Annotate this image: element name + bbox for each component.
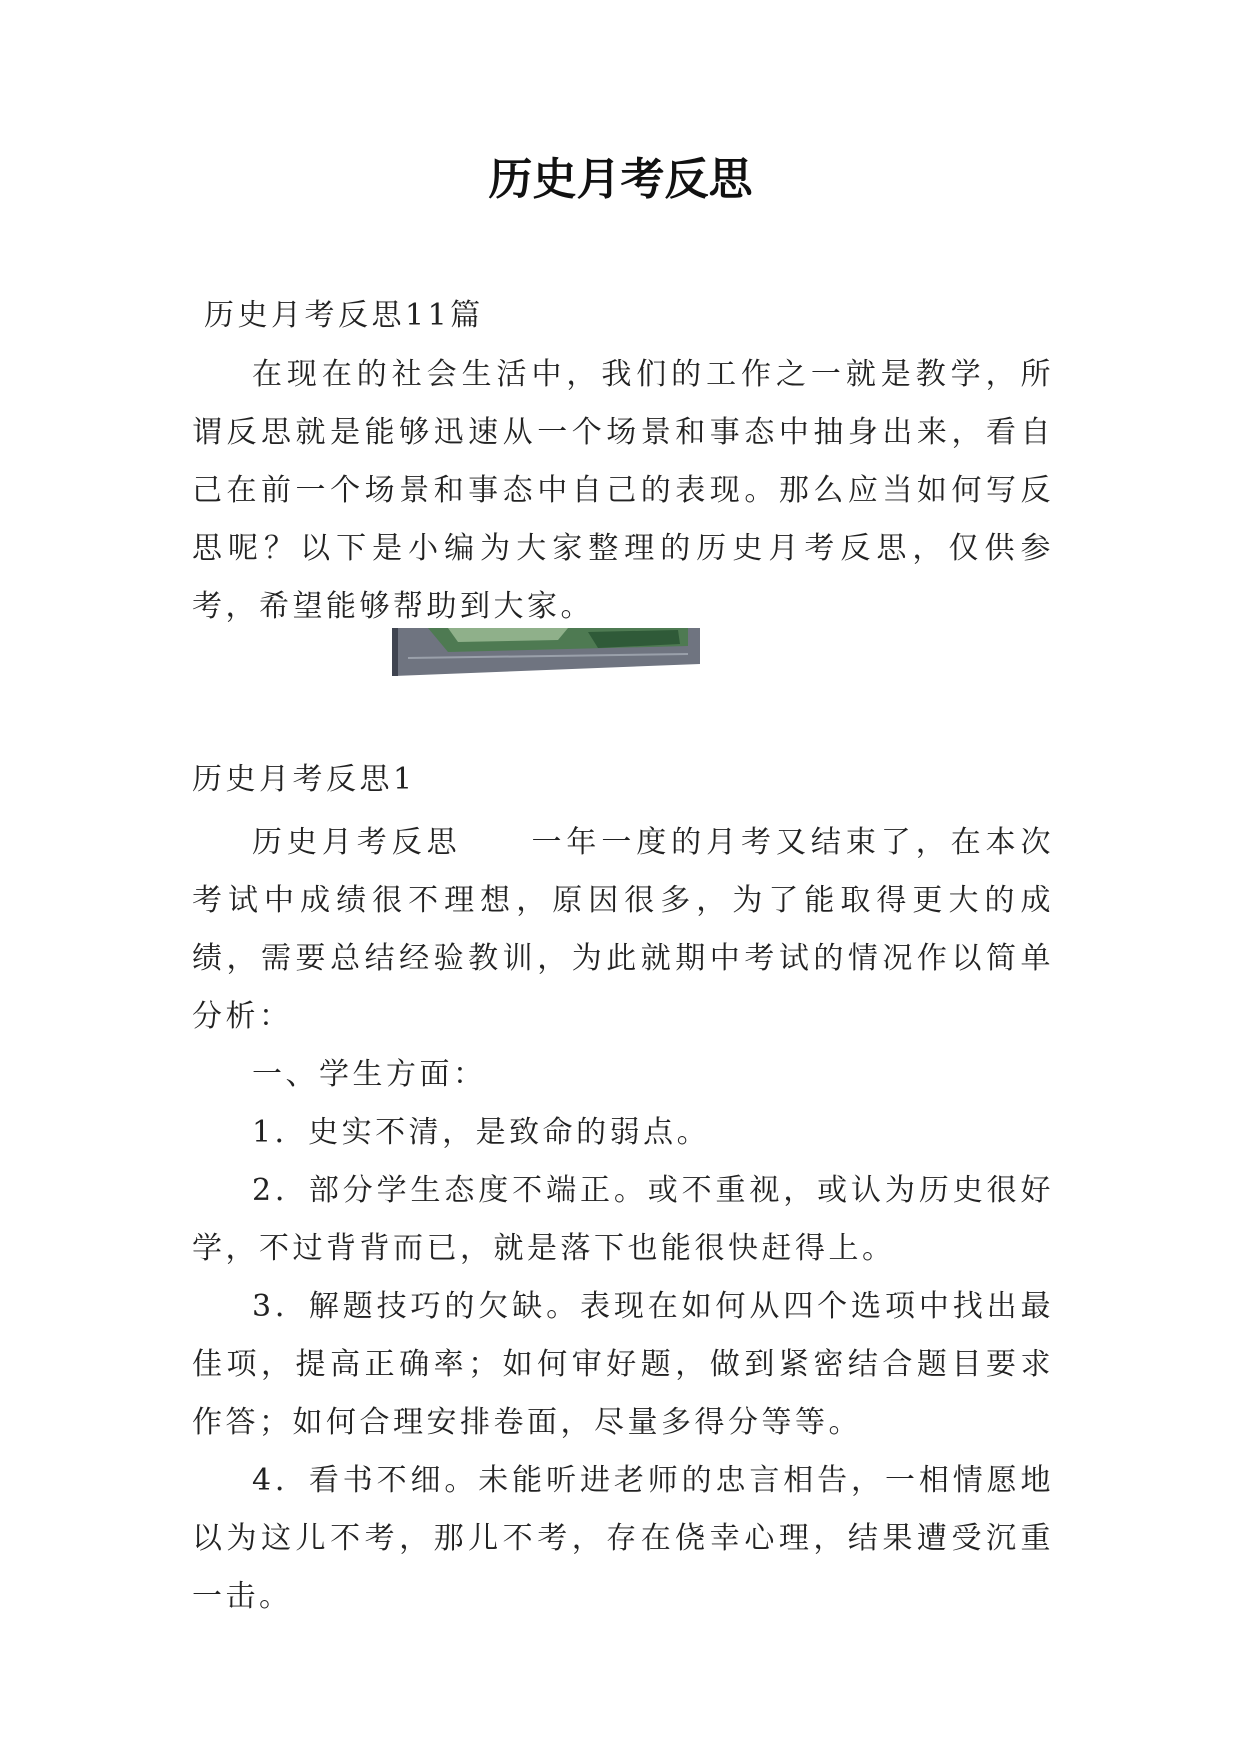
section-1-paragraph: 3．解题技巧的欠缺。表现在如何从四个选项中找出最佳项，提高正确率；如何审好题，做到紧密结合题目要求作答；如何合理安排卷面，尽量多得分等等。 xyxy=(192,1289,1054,1440)
page-title: 历史月考反思 xyxy=(488,154,753,205)
section-1-paragraph: 4．看书不细。未能听进老师的忠言相告，一相情愿地以为这儿不考，那儿不考，存在侥幸心理，结果遭受沉重一击。 xyxy=(192,1463,1054,1614)
intro-block xyxy=(192,346,1054,636)
section-1-heading: 历史月考反思1 xyxy=(192,762,416,797)
section-1-paragraph: 1．史实不清，是致命的弱点。 xyxy=(252,1115,711,1150)
document-subtitle-block xyxy=(204,296,1066,336)
intro-paragraph: 在现在的社会生活中，我们的工作之一就是教学，所谓反思就是能够迅速从一个场景和事态中抽身出来，看自己在前一个场景和事态中自己的表现。那么应当如何写反思呢？以下是小编为大家整理的历史月考反思，仅供参考，希望能够帮助到大家。 xyxy=(192,357,1054,624)
book-cover-image xyxy=(388,628,700,676)
section-1-paragraph: 一、学生方面： xyxy=(252,1057,487,1092)
section-1-paragraph: 历史月考反思 一年一度的月考又结束了，在本次考试中成绩很不理想，原因很多，为了能取得更大的成绩，需要总结经验教训，为此就期中考试的情况作以简单分析： xyxy=(192,825,1054,1034)
section-1-paragraph: 2．部分学生态度不端正。或不重视，或认为历史很好学，不过背背而已，就是落下也能很快赶得上。 xyxy=(192,1173,1054,1266)
section-1 xyxy=(192,756,1054,1626)
document-subtitle: 历史月考反思11篇 xyxy=(204,298,484,333)
